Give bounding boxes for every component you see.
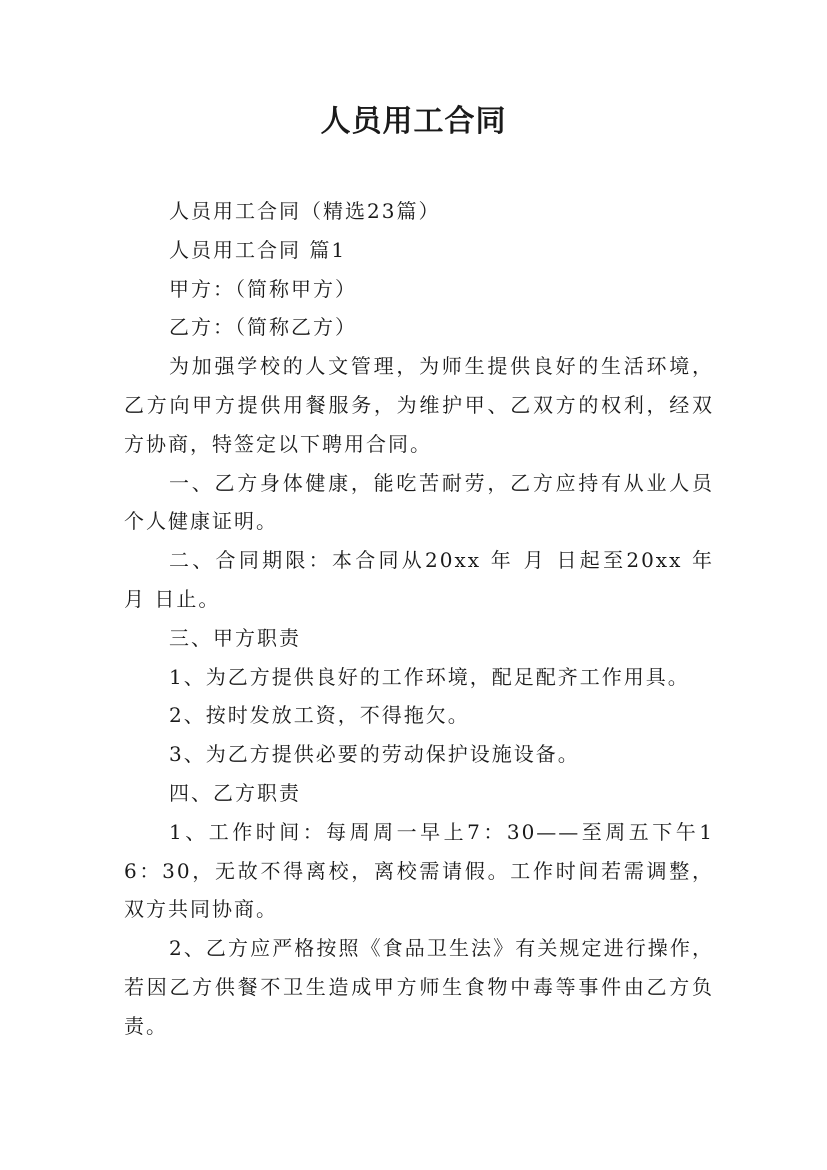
paragraph-clause-3-item-1: 1、为乙方提供良好的工作环境，配足配齐工作用具。 [169,664,690,689]
paragraph-section-heading: 人员用工合同 篇1 [169,237,347,262]
paragraph-clause-3-heading: 三、甲方职责 [169,625,301,650]
paragraph-preamble: 为加强学校的人文管理，为师生提供良好的生活环境，乙方向甲方提供用餐服务，为维护甲、乙双方的权利，经双方协商，特签定以下聘用合同。 [124,354,714,456]
paragraph-subtitle: 人员用工合同（精选23篇） [169,199,441,223]
document-title: 人员用工合同 [320,104,507,139]
paragraph-clause-2: 二、合同期限：本合同从20xx 年 月 日起至20xx 年 月 日止。 [124,548,714,611]
paragraph-clause-1: 一、乙方身体健康，能吃苦耐劳，乙方应持有从业人员个人健康证明。 [124,470,714,534]
paragraph-clause-3-item-3: 3、为乙方提供必要的劳动保护设施设备。 [169,742,580,767]
paragraph-clause-4-item-2: 2、乙方应严格按照《食品卫生法》有关规定进行操作，若因乙方供餐不卫生造成甲方师生食物中毒等事件由乙方负责。 [124,936,714,1038]
paragraph-clause-4-item-1: 1、工作时间：每周周一早上7：30——至周五下午16：30，无故不得离校，离校需请假。工作时间若需调整，双方共同协商。 [124,819,714,922]
paragraph-party-a: 甲方：（简称甲方） [169,276,357,301]
paragraph-party-b: 乙方：（简称乙方） [169,315,357,340]
document-body [124,192,714,1046]
paragraph-clause-4-heading: 四、乙方职责 [169,780,301,805]
paragraph-clause-3-item-2: 2、按时发放工资，不得拖欠。 [169,703,470,728]
